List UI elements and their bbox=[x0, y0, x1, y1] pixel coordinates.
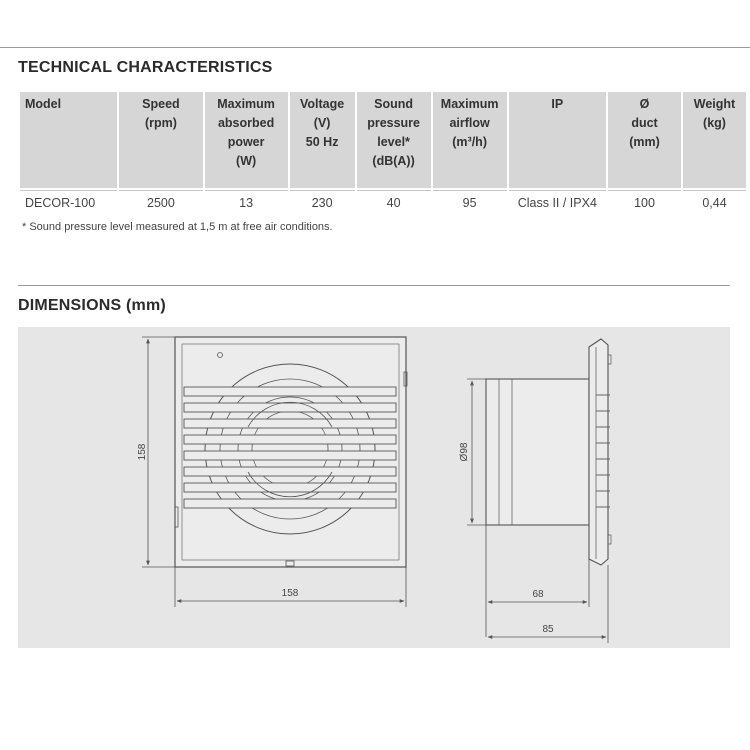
cell-voltage: 230 bbox=[290, 190, 355, 215]
side-depth-body-label: 68 bbox=[532, 589, 544, 600]
dimensions-heading: DIMENSIONS (mm) bbox=[18, 297, 166, 314]
column-header-line: (rpm) bbox=[144, 116, 177, 130]
col-duct bbox=[608, 92, 681, 188]
column-header-line: Speed bbox=[142, 97, 180, 111]
col-model bbox=[20, 92, 117, 188]
side-depth-body-dimension bbox=[486, 525, 589, 637]
column-header-line: Voltage bbox=[300, 97, 345, 111]
front-height-label: 158 bbox=[137, 443, 148, 461]
front-width-label: 158 bbox=[281, 588, 299, 599]
dimensions-panel bbox=[18, 327, 730, 648]
cell-speed: 2500 bbox=[119, 190, 202, 215]
front-width-dimension bbox=[175, 567, 406, 607]
col-weight bbox=[683, 92, 746, 188]
column-header-line: Maximum bbox=[217, 97, 275, 111]
column-header-line: (V) bbox=[313, 116, 331, 130]
column-header-line: 50 Hz bbox=[305, 135, 339, 149]
cell-ip: Class II / IPX4 bbox=[509, 190, 606, 215]
dimensions-drawing bbox=[18, 327, 730, 648]
column-header-line: Sound bbox=[374, 97, 414, 111]
col-speed bbox=[119, 92, 202, 188]
cell-weight: 0,44 bbox=[683, 190, 746, 215]
column-header-line: pressure bbox=[367, 116, 420, 130]
duct-diameter-label: Ø98 bbox=[459, 442, 470, 462]
mid-divider bbox=[18, 285, 730, 286]
col-sound bbox=[357, 92, 431, 188]
top-divider bbox=[0, 47, 750, 48]
column-header-line: Weight bbox=[693, 97, 736, 111]
technical-characteristics-heading: TECHNICAL CHARACTERISTICS bbox=[18, 59, 273, 76]
col-airflow bbox=[433, 92, 507, 188]
column-header-line: (mm) bbox=[629, 135, 660, 149]
column-header-line: (kg) bbox=[703, 116, 726, 130]
column-header-line: (W) bbox=[236, 154, 257, 168]
col-ip bbox=[509, 92, 606, 188]
column-header-line: duct bbox=[631, 116, 658, 130]
front-view bbox=[175, 337, 407, 567]
spec-header-row bbox=[20, 92, 746, 188]
cell-sound: 40 bbox=[357, 190, 431, 215]
column-header-line: airflow bbox=[449, 116, 490, 130]
cell-model: DECOR-100 bbox=[20, 190, 117, 215]
col-voltage bbox=[290, 92, 355, 188]
footnote: * Sound pressure level measured at 1,5 m at free air conditions. bbox=[22, 221, 333, 233]
column-header-line: power bbox=[227, 135, 265, 149]
spec-table bbox=[18, 90, 748, 217]
column-header-line: (dB(A)) bbox=[372, 154, 415, 168]
col-power bbox=[205, 92, 288, 188]
side-view bbox=[486, 339, 611, 565]
column-header-line: Model bbox=[25, 97, 62, 111]
table-row bbox=[20, 190, 746, 215]
column-header-line: IP bbox=[551, 97, 564, 111]
cell-power: 13 bbox=[205, 190, 288, 215]
side-depth-total-label: 85 bbox=[542, 624, 554, 635]
cell-airflow: 95 bbox=[433, 190, 507, 215]
column-header-line: level* bbox=[377, 135, 410, 149]
cell-duct: 100 bbox=[608, 190, 681, 215]
column-header-line: (m³/h) bbox=[452, 135, 487, 149]
column-header-line: Ø bbox=[639, 97, 650, 111]
column-header-line: Maximum bbox=[440, 97, 499, 111]
column-header-line: absorbed bbox=[217, 116, 275, 130]
